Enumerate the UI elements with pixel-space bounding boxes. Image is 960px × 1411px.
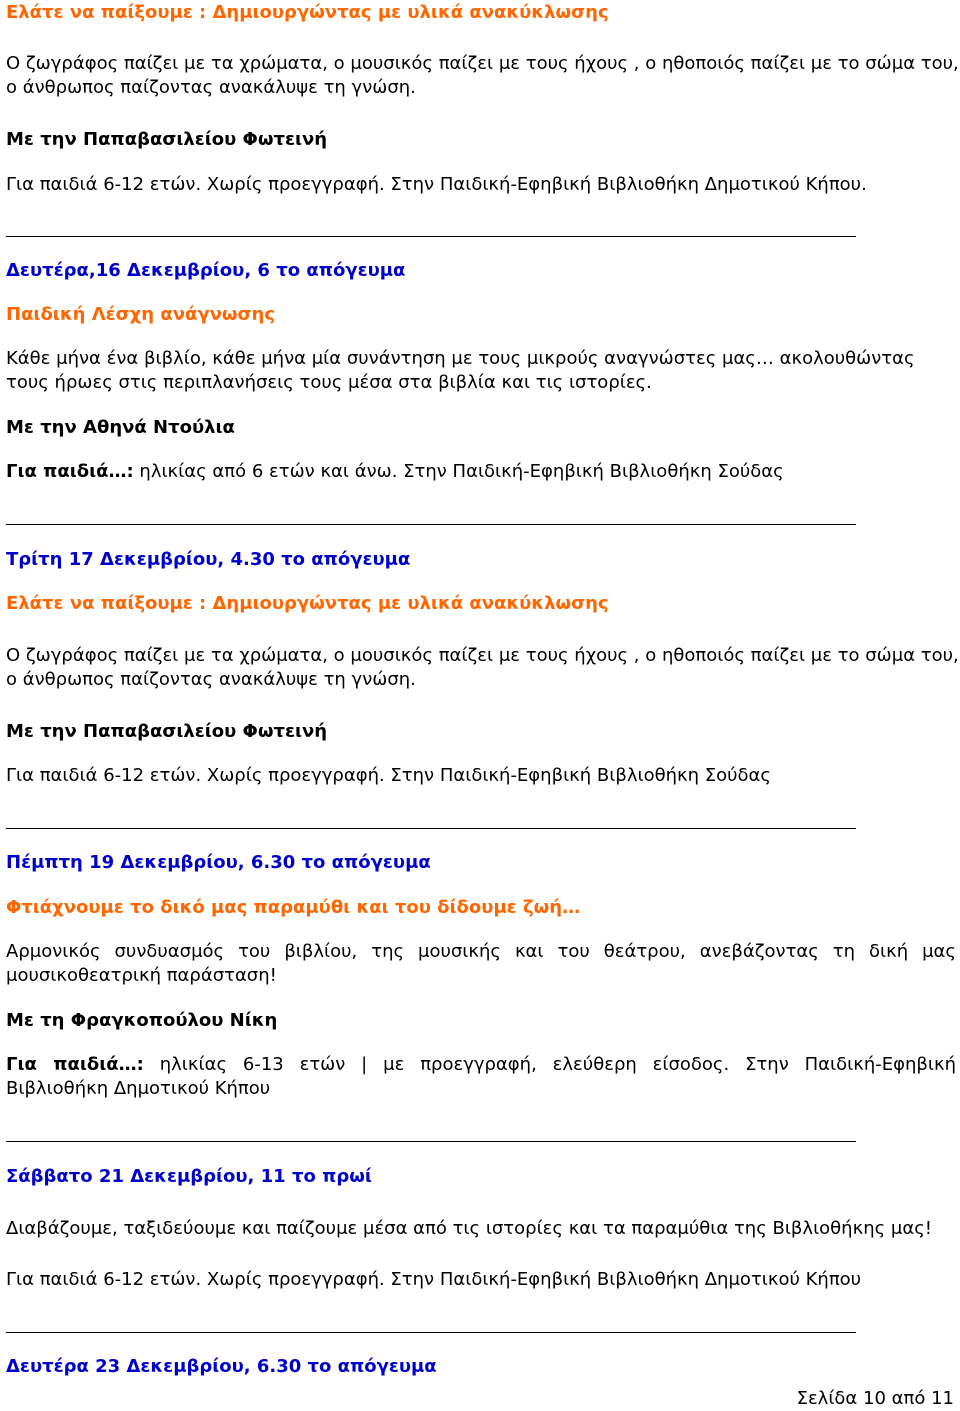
event-info: Για παιδιά 6-12 ετών. Χωρίς προεγγραφή. Στην Παιδική-Εφηβική Βιβλιοθήκη Σούδας — [6, 765, 771, 786]
event-info-label: Για παιδιά…: — [6, 461, 134, 482]
event-info: Για παιδιά 6-12 ετών. Χωρίς προεγγραφή. Στην Παιδική-Εφηβική Βιβλιοθήκη Δημοτικού Κήπου. — [6, 174, 867, 195]
event-host: Με την Παπαβασιλείου Φωτεινή — [6, 721, 328, 742]
event-host: Με την Αθηνά Ντούλια — [6, 417, 235, 438]
event-description: ο άνθρωπος παίζοντας ανακάλυψε τη γνώση. — [6, 77, 416, 98]
section-divider — [6, 524, 856, 525]
event-info — [6, 460, 784, 484]
section-divider — [6, 1332, 856, 1333]
event-description: τους ήρωες στις περιπλανήσεις τους μέσα στα βιβλία και τις ιστορίες. — [6, 372, 652, 393]
event-date: Τρίτη 17 Δεκεμβρίου, 4.30 το απόγευμα — [6, 549, 411, 570]
event-title: Φτιάχνουμε το δικό μας παραμύθι και του δίδουμε ζωή… — [6, 897, 581, 918]
event-date: Πέμπτη 19 Δεκεμβρίου, 6.30 το απόγευμα — [6, 852, 431, 873]
event-date: Σάββατο 21 Δεκεμβρίου, 11 το πρωί — [6, 1166, 372, 1187]
section-divider — [6, 236, 856, 237]
event-info-text: ηλικίας 6-13 ετών | με προεγγραφή, ελεύθερη είσοδος. Στην Παιδική-Εφηβική — [143, 1054, 956, 1075]
page-number: Σελίδα 10 από 11 — [796, 1388, 954, 1409]
event-description: ο άνθρωπος παίζοντας ανακάλυψε τη γνώση. — [6, 669, 416, 690]
event-description: Ο ζωγράφος παίζει με τα χρώματα, ο μουσικός παίζει με τους ήχους , ο ηθοποιός παίζει με το σώμα του, — [6, 645, 959, 666]
event-title: Ελάτε να παίξουμε : Δημιουργώντας με υλικά ανακύκλωσης — [6, 2, 609, 23]
event-host: Με τη Φραγκοπούλου Νίκη — [6, 1010, 278, 1031]
event-date: Δευτέρα 23 Δεκεμβρίου, 6.30 το απόγευμα — [6, 1356, 437, 1377]
event-description: Αρμονικός συνδυασμός του βιβλίου, της μουσικής και του θεάτρου, ανεβάζοντας τη δική μας — [6, 941, 956, 962]
event-info: Για παιδιά 6-12 ετών. Χωρίς προεγγραφή. Στην Παιδική-Εφηβική Βιβλιοθήκη Δημοτικού Κήπου — [6, 1269, 862, 1290]
event-description: Ο ζωγράφος παίζει με τα χρώματα, ο μουσικός παίζει με τους ήχους , ο ηθοποιός παίζει με το σώμα του, — [6, 53, 959, 74]
section-divider — [6, 828, 856, 829]
event-info-label: Για παιδιά…: — [6, 1054, 144, 1075]
event-info-text: ηλικίας από 6 ετών και άνω. Στην Παιδική-Εφηβική Βιβλιοθήκη Σούδας — [133, 461, 784, 482]
event-description: Διαβάζουμε, ταξιδεύουμε και παίζουμε μέσα από τις ιστορίες και τα παραμύθια της Βιβλιοθήκης μας! — [6, 1218, 932, 1239]
event-date: Δευτέρα,16 Δεκεμβρίου, 6 το απόγευμα — [6, 260, 406, 281]
event-title: Παιδική Λέσχη ανάγνωσης — [6, 304, 276, 325]
section-divider — [6, 1141, 856, 1142]
event-description: Κάθε μήνα ένα βιβλίο, κάθε μήνα μία συνάντηση με τους μικρούς αναγνώστες μας… ακολουθώντας — [6, 348, 915, 369]
event-title: Ελάτε να παίξουμε : Δημιουργώντας με υλικά ανακύκλωσης — [6, 593, 609, 614]
event-host: Με την Παπαβασιλείου Φωτεινή — [6, 129, 328, 150]
event-info: Βιβλιοθήκη Δημοτικού Κήπου — [6, 1078, 271, 1099]
event-description: μουσικοθεατρική παράσταση! — [6, 965, 277, 986]
event-info — [6, 1053, 956, 1077]
